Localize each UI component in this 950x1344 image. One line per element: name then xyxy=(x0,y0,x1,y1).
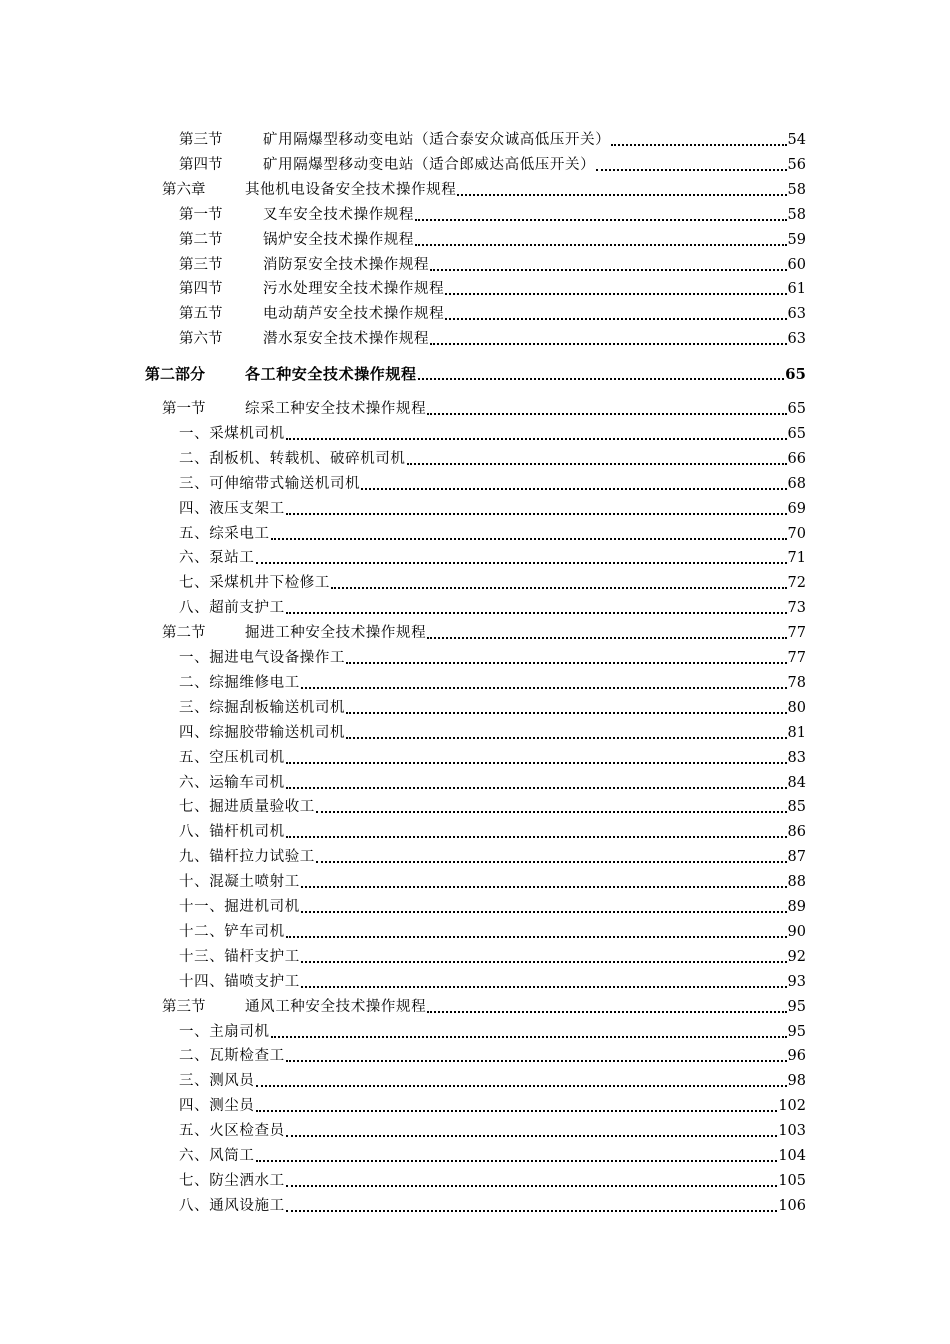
toc-page-number: 73 xyxy=(787,600,806,617)
toc-entry[interactable] xyxy=(179,693,806,717)
toc-entry[interactable] xyxy=(179,867,806,891)
toc-page-number: 65 xyxy=(785,365,806,384)
toc-entry[interactable] xyxy=(179,200,806,224)
toc-page-number: 54 xyxy=(787,132,806,148)
toc-entry-title: 其他机电设备安全技术操作规程 xyxy=(245,181,457,198)
toc-entry-title: 二、瓦斯检查工 xyxy=(179,1048,285,1065)
toc-page-number: 105 xyxy=(778,1172,806,1189)
toc-entry-number: 第二节 xyxy=(162,625,206,642)
toc-page-number: 95 xyxy=(787,1023,806,1040)
toc-entry[interactable] xyxy=(179,324,806,348)
toc-dot-leader xyxy=(301,885,787,888)
toc-entry[interactable] xyxy=(179,494,806,518)
toc-page-number: 68 xyxy=(787,475,806,492)
toc-entry-number: 第四节 xyxy=(179,156,223,173)
toc-page-number: 60 xyxy=(787,256,806,273)
toc-entry[interactable] xyxy=(179,842,806,866)
toc-entry-number: 第二节 xyxy=(179,231,223,248)
toc-dot-leader xyxy=(286,1059,787,1062)
toc-page-number: 65 xyxy=(787,401,806,417)
toc-entry[interactable] xyxy=(179,718,806,742)
toc-entry[interactable] xyxy=(179,1091,806,1115)
toc-dot-leader xyxy=(286,835,787,838)
toc-page-number: 78 xyxy=(787,674,806,691)
toc-dot-leader xyxy=(346,661,786,664)
toc-page-number: 84 xyxy=(787,774,806,791)
toc-entry-title: 四、综掘胶带输送机司机 xyxy=(179,724,346,741)
toc-entry-title: 综采工种安全技术操作规程 xyxy=(245,401,427,417)
toc-dot-leader xyxy=(331,586,787,589)
toc-entry-title: 六、风筒工 xyxy=(179,1148,255,1164)
toc-entry-title: 污水处理安全技术操作规程 xyxy=(263,281,445,298)
toc-dot-leader xyxy=(271,1035,787,1038)
toc-dot-leader xyxy=(427,412,786,415)
toc-entry-title: 五、空压机司机 xyxy=(179,749,285,766)
toc-page-number: 102 xyxy=(778,1098,806,1115)
toc-entry-title: 一、掘进电气设备操作工 xyxy=(179,650,346,666)
toc-dot-leader xyxy=(596,168,786,171)
toc-dot-leader xyxy=(445,317,786,320)
toc-page-number: 90 xyxy=(787,923,806,940)
toc-entry[interactable] xyxy=(179,568,806,592)
toc-entry-number: 第五节 xyxy=(179,306,223,323)
toc-entry[interactable] xyxy=(179,1141,806,1165)
toc-dot-leader xyxy=(407,462,787,465)
toc-entry-number: 第六章 xyxy=(162,181,206,198)
toc-entry[interactable] xyxy=(179,444,806,468)
toc-page-number: 96 xyxy=(787,1048,806,1065)
toc-page-number: 66 xyxy=(787,450,806,467)
toc-dot-leader xyxy=(286,786,787,789)
toc-entry-title: 五、火区检查员 xyxy=(179,1123,285,1140)
toc-page-number: 56 xyxy=(787,156,806,173)
toc-page-number: 77 xyxy=(787,650,806,666)
toc-dot-leader xyxy=(286,437,787,440)
toc-entry[interactable] xyxy=(179,792,806,816)
toc-dot-leader xyxy=(301,686,787,689)
toc-page-number: 95 xyxy=(787,998,806,1015)
toc-entry[interactable] xyxy=(145,359,806,383)
toc-dot-leader xyxy=(430,342,786,345)
toc-entry-number: 第一节 xyxy=(162,401,206,417)
toc-page-number: 58 xyxy=(787,181,806,198)
toc-dot-leader xyxy=(286,611,787,614)
toc-entry-title: 四、测尘员 xyxy=(179,1098,255,1115)
toc-entry-title: 矿用隔爆型移动变电站（适合泰安众诚高低压开关） xyxy=(263,132,611,148)
toc-page-number: 69 xyxy=(787,500,806,517)
toc-entry-number: 第三节 xyxy=(179,256,223,273)
toc-entry[interactable] xyxy=(179,593,806,617)
toc-entry-title: 七、采煤机井下检修工 xyxy=(179,575,330,592)
toc-page-number: 77 xyxy=(787,625,806,642)
toc-dot-leader xyxy=(361,487,786,490)
toc-page-number: 72 xyxy=(787,575,806,592)
toc-entry-title: 八、锚杆机司机 xyxy=(179,824,285,841)
toc-entry-title: 矿用隔爆型移动变电站（适合郎威达高低压开关） xyxy=(263,156,596,173)
toc-entry-title: 二、综掘维修电工 xyxy=(179,674,300,691)
toc-page-number: 63 xyxy=(787,306,806,323)
toc-page-number: 87 xyxy=(787,849,806,866)
toc-page-number: 98 xyxy=(787,1073,806,1090)
toc-entry-title: 六、运输车司机 xyxy=(179,774,285,791)
toc-entry[interactable] xyxy=(179,1116,806,1140)
toc-entry-title: 四、液压支架工 xyxy=(179,500,285,517)
toc-entry-number: 第六节 xyxy=(179,331,223,348)
toc-entry[interactable] xyxy=(179,942,806,966)
toc-entry[interactable] xyxy=(162,618,806,642)
toc-entry[interactable] xyxy=(179,1017,806,1041)
toc-page-number: 58 xyxy=(787,206,806,223)
toc-entry[interactable] xyxy=(162,394,806,418)
toc-entry[interactable] xyxy=(179,469,806,493)
toc-entry-title: 八、超前支护工 xyxy=(179,600,285,617)
toc-entry[interactable] xyxy=(179,1066,806,1090)
toc-dot-leader xyxy=(256,561,787,564)
toc-page-number: 86 xyxy=(787,824,806,841)
toc-dot-leader xyxy=(427,1010,786,1013)
toc-entry-title: 七、防尘洒水工 xyxy=(179,1172,285,1189)
toc-entry-title: 二、刮板机、转载机、破碎机司机 xyxy=(179,450,406,467)
toc-entry-title: 十、混凝土喷射工 xyxy=(179,874,300,891)
toc-entry-title: 消防泵安全技术操作规程 xyxy=(263,256,430,273)
toc-entry-title: 九、锚杆拉力试验工 xyxy=(179,849,315,866)
toc-page-number: 92 xyxy=(787,948,806,965)
toc-page-number: 61 xyxy=(787,281,806,298)
toc-dot-leader xyxy=(256,1159,778,1162)
toc-entry-title: 三、可伸缩带式输送机司机 xyxy=(179,475,361,492)
toc-entry[interactable] xyxy=(179,543,806,567)
toc-entry-title: 十二、铲车司机 xyxy=(179,923,285,940)
toc-page-number: 103 xyxy=(778,1123,806,1140)
toc-dot-leader xyxy=(286,761,787,764)
toc-page-number: 93 xyxy=(787,973,806,990)
toc-dot-leader xyxy=(256,1109,778,1112)
toc-entry[interactable] xyxy=(179,917,806,941)
toc-page-number: 63 xyxy=(787,331,806,348)
toc-entry-title: 电动葫芦安全技术操作规程 xyxy=(263,306,445,323)
toc-dot-leader xyxy=(286,1184,778,1187)
toc-dot-leader xyxy=(415,243,787,246)
toc-entry-title: 七、掘进质量验收工 xyxy=(179,799,315,816)
toc-dot-leader xyxy=(286,1134,778,1137)
toc-entry[interactable] xyxy=(162,992,806,1016)
toc-page-number: 80 xyxy=(787,699,806,716)
toc-dot-leader xyxy=(427,636,786,639)
toc-entry-number: 第三节 xyxy=(162,998,206,1015)
toc-entry-title: 十三、锚杆支护工 xyxy=(179,948,300,965)
toc-entry[interactable] xyxy=(179,150,806,174)
toc-entry-number: 第一节 xyxy=(179,206,223,223)
toc-entry-title: 一、主扇司机 xyxy=(179,1023,270,1040)
toc-entry-number: 第三节 xyxy=(179,132,223,148)
toc-dot-leader xyxy=(301,960,787,963)
toc-page-number: 83 xyxy=(787,749,806,766)
toc-entry-title: 三、测风员 xyxy=(179,1073,255,1090)
toc-page-number: 106 xyxy=(778,1197,806,1214)
toc-entry-number: 第四节 xyxy=(179,281,223,298)
toc-entry[interactable] xyxy=(179,274,806,298)
toc-dot-leader xyxy=(316,810,787,813)
toc-entry-title: 一、采煤机司机 xyxy=(179,425,285,442)
toc-page-number: 104 xyxy=(778,1148,806,1164)
toc-entry[interactable] xyxy=(179,817,806,841)
toc-entry-title: 各工种安全技术操作规程 xyxy=(245,365,417,384)
toc-entry-title: 三、综掘刮板输送机司机 xyxy=(179,699,346,716)
toc-page-number: 65 xyxy=(787,425,806,442)
toc-dot-leader xyxy=(346,736,786,739)
toc-entry[interactable] xyxy=(179,1041,806,1065)
toc-entry-title: 五、综采电工 xyxy=(179,525,270,542)
toc-dot-leader xyxy=(271,537,787,540)
toc-entry-title: 八、通风设施工 xyxy=(179,1197,285,1214)
toc-dot-leader xyxy=(286,935,787,938)
toc-entry[interactable] xyxy=(179,892,806,916)
toc-entry[interactable] xyxy=(179,668,806,692)
toc-page-number: 70 xyxy=(787,525,806,542)
toc-dot-leader xyxy=(430,268,786,271)
toc-entry-title: 掘进工种安全技术操作规程 xyxy=(245,625,427,642)
toc-page-number: 88 xyxy=(787,874,806,891)
toc-entry[interactable] xyxy=(179,519,806,543)
toc-dot-leader xyxy=(445,292,786,295)
toc-dot-leader xyxy=(418,377,785,380)
toc-dot-leader xyxy=(301,985,787,988)
toc-entry[interactable] xyxy=(179,1166,806,1190)
toc-entry[interactable] xyxy=(179,743,806,767)
toc-entry[interactable] xyxy=(179,250,806,274)
toc-dot-leader xyxy=(256,1084,787,1087)
toc-entry[interactable] xyxy=(179,1191,806,1215)
toc-dot-leader xyxy=(316,860,787,863)
toc-entry[interactable] xyxy=(179,125,806,149)
toc-page-number: 59 xyxy=(787,231,806,248)
toc-entry-title: 十一、掘进机司机 xyxy=(179,899,300,915)
toc-entry-title: 锅炉安全技术操作规程 xyxy=(263,231,414,248)
toc-dot-leader xyxy=(611,143,786,146)
toc-entry[interactable] xyxy=(179,643,806,667)
toc-entry[interactable] xyxy=(179,967,806,991)
toc-entry[interactable] xyxy=(179,768,806,792)
toc-entry[interactable] xyxy=(179,225,806,249)
toc-page-number: 89 xyxy=(787,899,806,915)
toc-entry-number: 第二部分 xyxy=(145,365,206,384)
toc-dot-leader xyxy=(457,193,786,196)
toc-page-number: 85 xyxy=(787,799,806,816)
toc-dot-leader xyxy=(286,512,787,515)
toc-dot-leader xyxy=(415,218,787,221)
toc-dot-leader xyxy=(346,711,786,714)
toc-entry-title: 十四、锚喷支护工 xyxy=(179,973,300,990)
toc-entry[interactable] xyxy=(162,175,806,199)
toc-entry[interactable] xyxy=(179,299,806,323)
toc-entry-title: 潜水泵安全技术操作规程 xyxy=(263,331,430,348)
toc-dot-leader xyxy=(286,1209,778,1212)
toc-page-number: 81 xyxy=(787,724,806,741)
toc-page-number: 71 xyxy=(787,550,806,567)
toc-dot-leader xyxy=(301,910,787,913)
toc-entry-title: 六、泵站工 xyxy=(179,550,255,567)
toc-entry-title: 叉车安全技术操作规程 xyxy=(263,206,414,223)
toc-entry-title: 通风工种安全技术操作规程 xyxy=(245,998,427,1015)
toc-entry[interactable] xyxy=(179,419,806,443)
